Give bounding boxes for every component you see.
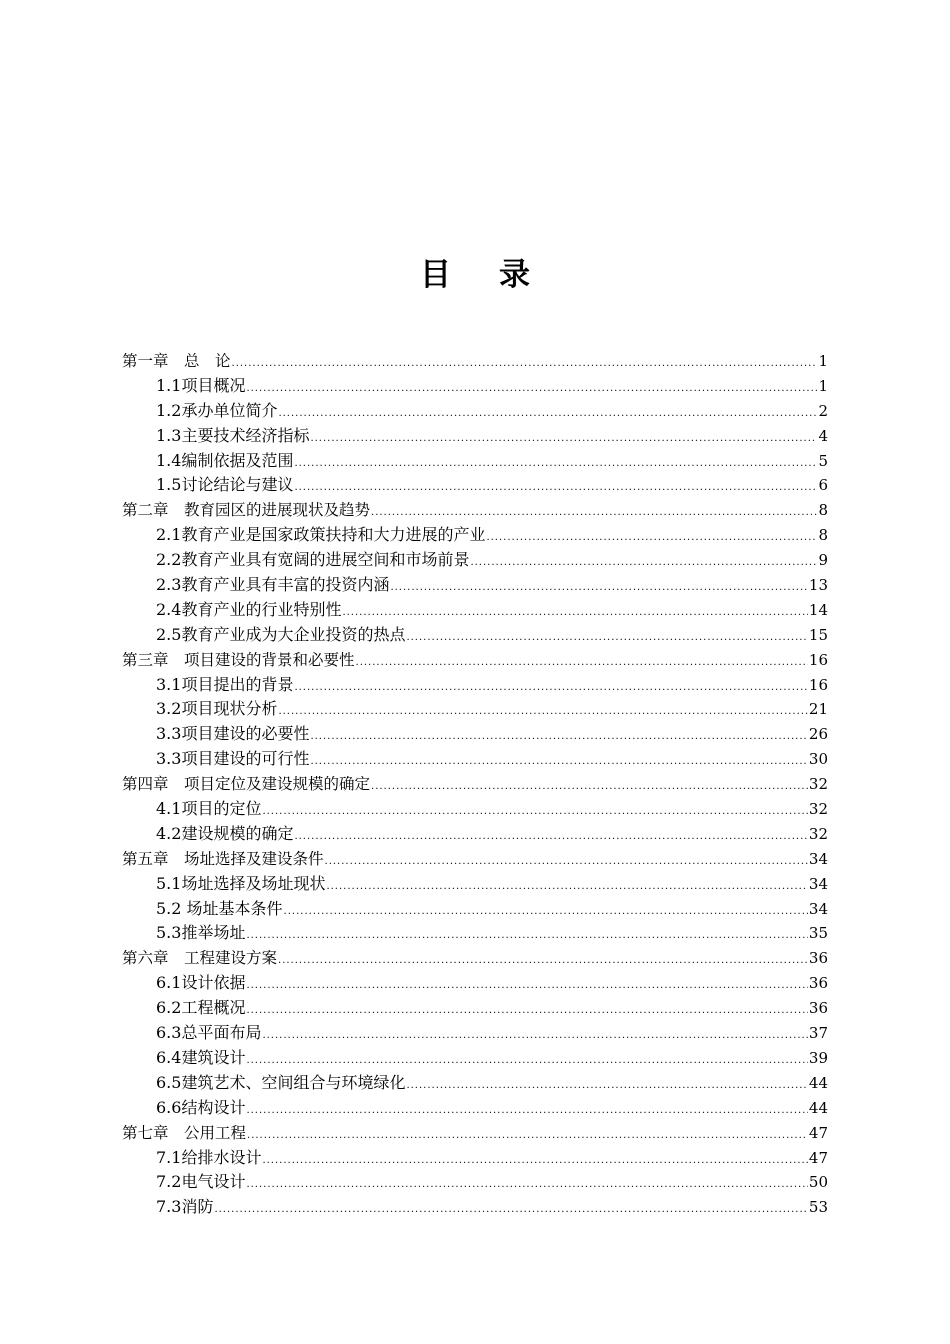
toc-dot-leader	[246, 974, 807, 999]
toc-chapter-entry[interactable]	[122, 349, 828, 374]
toc-page-number: 13	[808, 576, 828, 595]
toc-page-number: 15	[808, 625, 828, 644]
toc-dot-leader	[342, 601, 807, 626]
toc-entry-label: 3.3项目建设的必要性	[156, 724, 310, 744]
toc-page-number: 26	[808, 725, 828, 744]
toc-entry-label: 1.4编制依据及范围	[156, 450, 294, 470]
toc-section-entry[interactable]	[122, 424, 828, 449]
toc-page-number: 30	[808, 750, 828, 769]
toc-dot-leader	[214, 1198, 807, 1223]
toc-dot-leader	[262, 1149, 807, 1174]
toc-entry-label: 4.2建设规模的确定	[156, 823, 294, 843]
toc-entry-label: 2.1教育产业是国家政策扶持和大力进展的产业	[156, 525, 486, 545]
toc-entry-label: 5.1场址选择及场址现状	[156, 873, 326, 893]
toc-page-number: 36	[808, 949, 828, 968]
toc-chapter-entry[interactable]	[122, 946, 828, 971]
toc-entry-label: 第二章 教育园区的进展现状及趋势	[122, 501, 371, 520]
toc-dot-leader	[278, 949, 808, 974]
toc-page-number: 32	[808, 800, 828, 819]
toc-section-entry[interactable]	[122, 548, 828, 573]
toc-section-entry[interactable]	[122, 473, 828, 498]
toc-dot-leader	[278, 700, 807, 725]
toc-entry-label: 1.2承办单位简介	[156, 400, 278, 420]
toc-section-entry[interactable]	[122, 697, 828, 722]
toc-entry-label: 6.6结构设计	[156, 1097, 246, 1117]
toc-entry-label: 第六章 工程建设方案	[122, 949, 278, 968]
toc-section-entry[interactable]	[122, 1146, 828, 1171]
toc-page-number: 44	[808, 1098, 828, 1117]
toc-entry-label: 2.2教育产业具有宽阔的进展空间和市场前景	[156, 550, 470, 570]
toc-section-entry[interactable]	[122, 996, 828, 1021]
toc-chapter-entry[interactable]	[122, 1121, 828, 1146]
toc-section-entry[interactable]	[122, 374, 828, 399]
toc-page-number: 36	[808, 974, 828, 993]
toc-page-number: 37	[808, 1024, 828, 1043]
toc-chapter-entry[interactable]	[122, 498, 828, 523]
toc-dot-leader	[310, 750, 807, 775]
toc-page-number: 9	[818, 551, 828, 570]
toc-page-number: 34	[808, 849, 828, 868]
toc-chapter-entry[interactable]	[122, 648, 828, 673]
toc-entry-label: 1.1项目概况	[156, 375, 246, 395]
toc-dot-leader	[246, 999, 807, 1024]
toc-section-entry[interactable]	[122, 1096, 828, 1121]
toc-page-number: 32	[808, 775, 828, 794]
toc-section-entry[interactable]	[122, 1046, 828, 1071]
toc-section-entry[interactable]	[122, 722, 828, 747]
toc-entry-label: 6.1设计依据	[156, 973, 246, 993]
toc-chapter-entry[interactable]	[122, 772, 828, 797]
toc-dot-leader	[325, 850, 808, 875]
toc-dot-leader	[310, 427, 817, 452]
toc-section-entry[interactable]	[122, 523, 828, 548]
toc-dot-leader	[406, 626, 807, 651]
toc-entry-label: 第四章 项目定位及建设规模的确定	[122, 775, 371, 794]
toc-entry-label: 5.3推举场址	[156, 923, 246, 943]
toc-page-number: 2	[818, 401, 828, 420]
toc-section-entry[interactable]	[122, 1071, 828, 1096]
toc-entry-label: 3.3项目建设的可行性	[156, 749, 310, 769]
toc-entry-label: 6.4建筑设计	[156, 1047, 246, 1067]
toc-page-number: 39	[808, 1048, 828, 1067]
toc-entry-label: 3.2项目现状分析	[156, 699, 278, 719]
toc-dot-leader	[371, 775, 808, 800]
toc-page-number: 6	[818, 476, 828, 495]
toc-page-number: 34	[808, 874, 828, 893]
toc-entry-label: 6.3总平面布局	[156, 1023, 262, 1043]
toc-section-entry[interactable]	[122, 623, 828, 648]
toc-dot-leader	[246, 377, 817, 402]
toc-entry-label: 1.5讨论结论与建议	[156, 475, 294, 495]
toc-dot-leader	[326, 875, 807, 900]
toc-page-number: 35	[808, 924, 828, 943]
toc-dot-leader	[310, 725, 807, 750]
toc-entry-label: 6.2工程概况	[156, 998, 246, 1018]
toc-dot-leader	[232, 352, 818, 377]
toc-page-number: 36	[808, 999, 828, 1018]
toc-section-entry[interactable]	[122, 598, 828, 623]
toc-section-entry[interactable]	[122, 797, 828, 822]
toc-section-entry[interactable]	[122, 1170, 828, 1195]
toc-dot-leader	[278, 402, 817, 427]
toc-page-number: 1	[818, 376, 828, 395]
toc-page-number: 53	[808, 1198, 828, 1217]
toc-page-number: 21	[808, 700, 828, 719]
toc-entry-label: 7.2电气设计	[156, 1172, 246, 1192]
toc-dot-leader	[247, 1124, 808, 1149]
toc-dot-leader	[262, 1024, 807, 1049]
toc-entry-label: 第一章 总 论	[122, 352, 231, 370]
toc-section-entry[interactable]	[122, 971, 828, 996]
toc-page-number: 4	[818, 426, 828, 445]
toc-page-number: 8	[818, 501, 828, 520]
toc-dot-leader	[406, 1074, 807, 1099]
toc-page-number: 34	[808, 899, 828, 918]
toc-section-entry[interactable]	[122, 822, 828, 847]
toc-entry-label: 2.3教育产业具有丰富的投资内涵	[156, 575, 390, 595]
toc-dot-leader	[262, 800, 807, 825]
toc-entry-label: 1.3主要技术经济指标	[156, 425, 310, 445]
toc-entry-label: 2.4教育产业的行业特别性	[156, 599, 342, 619]
toc-section-entry[interactable]	[122, 1021, 828, 1046]
toc-page-number: 16	[808, 650, 828, 669]
toc-entry-label: 6.5建筑艺术、空间组合与环境绿化	[156, 1072, 406, 1092]
toc-section-entry[interactable]	[122, 673, 828, 698]
toc-entry-label: 7.3消防	[156, 1197, 214, 1217]
toc-page-number: 5	[818, 451, 828, 470]
toc-chapter-entry[interactable]	[122, 847, 828, 872]
toc-section-entry[interactable]	[122, 897, 828, 922]
toc-section-entry[interactable]	[122, 573, 828, 598]
toc-dot-leader	[390, 576, 807, 601]
toc-section-entry[interactable]	[122, 449, 828, 474]
toc-dot-leader	[246, 924, 807, 949]
toc-page-number: 47	[808, 1148, 828, 1167]
table-of-contents	[122, 349, 828, 1220]
toc-section-entry[interactable]	[122, 1195, 828, 1220]
toc-entry-label: 第五章 场址选择及建设条件	[122, 849, 324, 868]
toc-entry-label: 4.1项目的定位	[156, 799, 262, 819]
toc-page-number: 47	[808, 1123, 828, 1142]
toc-dot-leader	[294, 676, 807, 701]
toc-dot-leader	[486, 526, 817, 551]
toc-page-number: 14	[808, 600, 828, 619]
toc-dot-leader	[284, 900, 808, 925]
toc-page-number: 50	[808, 1173, 828, 1192]
toc-page-number: 32	[808, 824, 828, 843]
toc-page-number: 8	[818, 526, 828, 545]
toc-section-entry[interactable]	[122, 921, 828, 946]
toc-dot-leader	[294, 452, 817, 477]
toc-entry-label: 3.1项目提出的背景	[156, 674, 294, 694]
toc-page-number: 44	[808, 1073, 828, 1092]
toc-entry-label: 第三章 项目建设的背景和必要性	[122, 650, 355, 669]
toc-entry-label: 第七章 公用工程	[122, 1123, 247, 1142]
toc-entry-label: 2.5教育产业成为大企业投资的热点	[156, 624, 406, 644]
toc-dot-leader	[294, 476, 817, 501]
toc-page-number: 16	[808, 675, 828, 694]
toc-entry-label: 5.2 场址基本条件	[156, 898, 283, 918]
toc-section-entry[interactable]	[122, 747, 828, 772]
page-title: 目 录	[420, 257, 549, 293]
toc-dot-leader	[246, 1173, 807, 1198]
toc-dot-leader	[356, 651, 808, 676]
toc-section-entry[interactable]	[122, 872, 828, 897]
toc-dot-leader	[294, 825, 807, 850]
toc-dot-leader	[470, 551, 817, 576]
toc-section-entry[interactable]	[122, 399, 828, 424]
toc-entry-label: 7.1给排水设计	[156, 1147, 262, 1167]
toc-page-number: 1	[818, 352, 828, 370]
toc-dot-leader	[246, 1099, 807, 1124]
